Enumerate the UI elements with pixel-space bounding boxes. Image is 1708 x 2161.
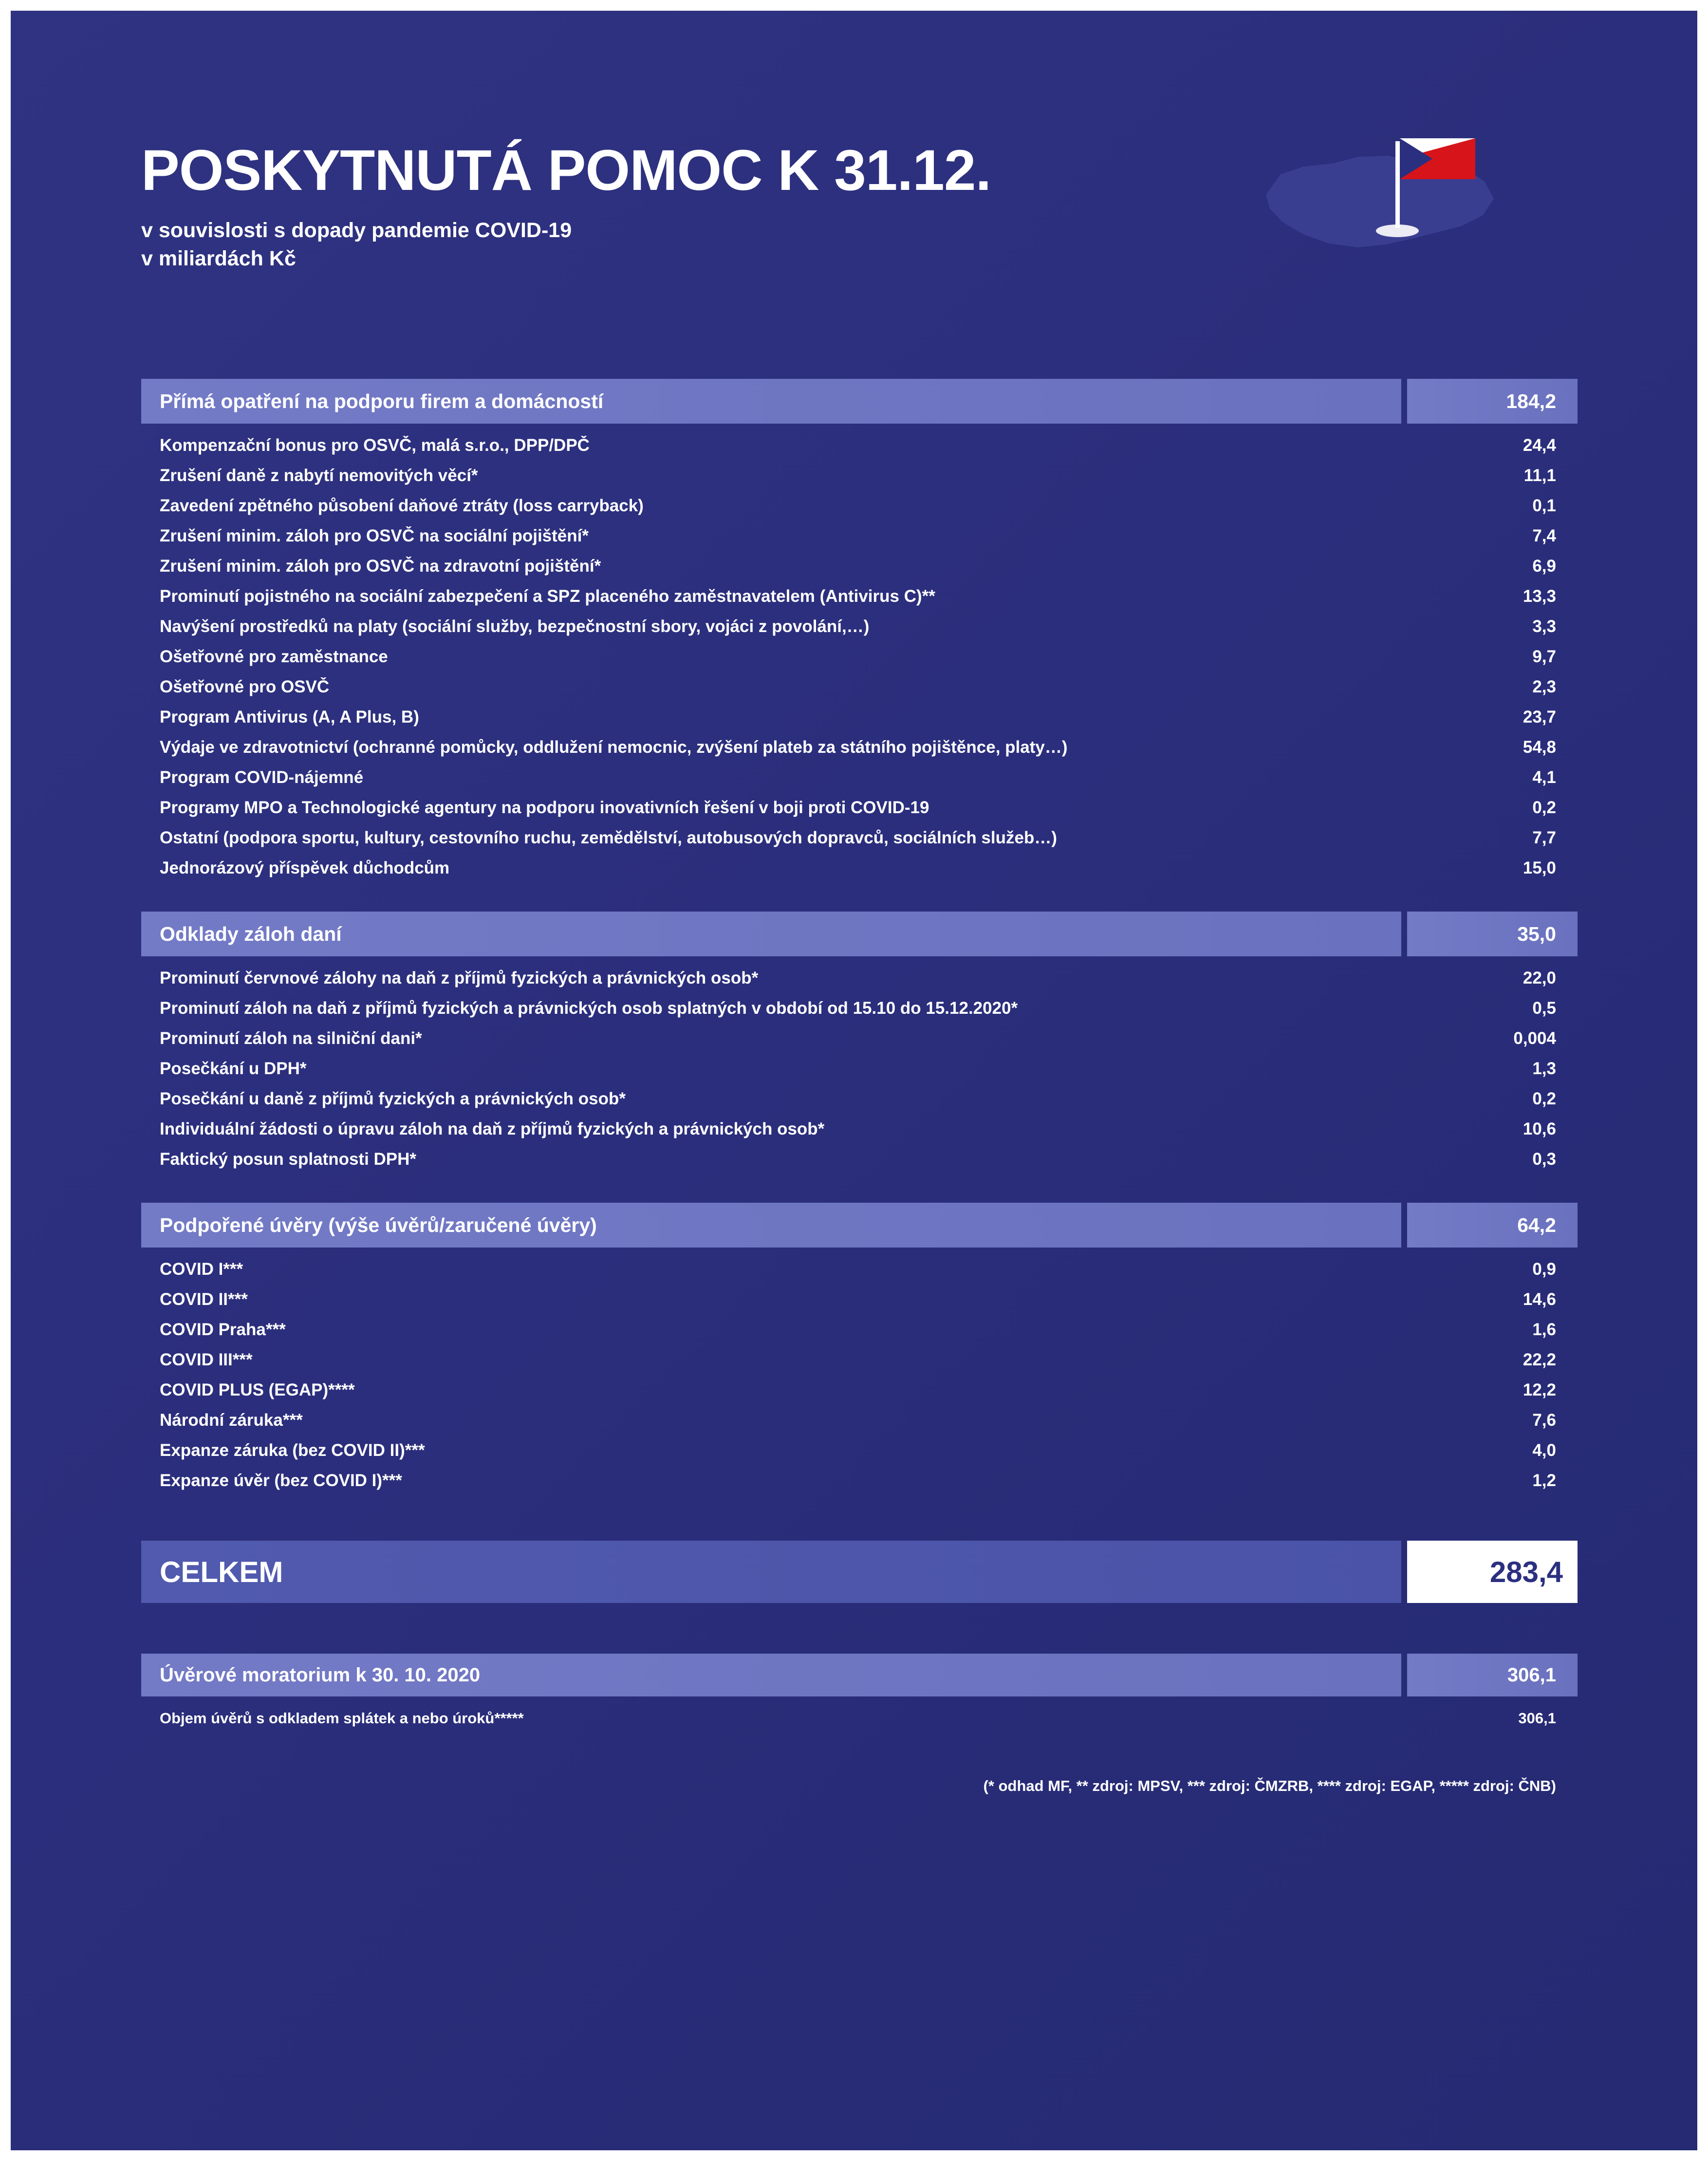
source-footnote: (* odhad MF, ** zdroj: MPSV, *** zdroj: ČMZRB, **** zdroj: EGAP, ***** zdroj: ČNB) [983,1777,1556,1794]
row-value: 2,3 [1532,677,1556,696]
table-row [141,1375,1578,1405]
row-label: Posečkání u DPH* [160,1059,307,1078]
row-value: 12,2 [1522,1380,1556,1399]
row-label: Program COVID-nájemné [160,768,364,787]
table-row [141,1054,1578,1084]
row-label: Program Antivirus (A, A Plus, B) [160,708,419,727]
section-header [141,1654,1578,1696]
table-row [141,853,1578,883]
row-label: Expanze úvěr (bez COVID I)*** [160,1471,402,1490]
section-header [141,1203,1578,1248]
table-row [141,1315,1578,1345]
section-header [141,912,1578,956]
section-loan-moratorium [141,1654,1578,1735]
row-value: 22,2 [1522,1350,1556,1369]
table-row [141,1285,1578,1315]
table-row [141,1084,1578,1114]
row-value: 1,6 [1532,1320,1556,1339]
section-heading-label: Odklady záloh daní [141,912,1401,956]
row-value: 22,0 [1522,969,1556,987]
table-row [141,963,1578,993]
row-label: Faktický posun splatnosti DPH* [160,1150,417,1169]
row-label: Individuální žádosti o úpravu záloh na daň z příjmů fyzických a právnických osob* [160,1119,825,1138]
row-value: 0,004 [1513,1029,1556,1048]
table-row [141,1405,1578,1435]
grand-total-bar [141,1541,1578,1603]
row-label: Prominutí záloh na daň z příjmů fyzických a právnických osob splatných v období od 15.10 do 15.12.2020* [160,999,1018,1018]
table-row [141,581,1578,612]
row-value: 0,1 [1532,496,1556,515]
row-label: Jednorázový příspěvek důchodcům [160,858,450,877]
section-header [141,379,1578,424]
table-row [141,823,1578,853]
table-row [141,702,1578,732]
row-value: 11,1 [1523,466,1556,485]
table-row [141,430,1578,461]
table-row [141,732,1578,763]
row-label: COVID I*** [160,1260,243,1279]
row-value: 7,6 [1532,1411,1556,1430]
section-rows [141,1254,1578,1496]
section-tax-deferrals [141,912,1578,1174]
row-value: 0,3 [1532,1150,1556,1169]
content-container [141,122,1578,1795]
subtitle-line-1: v souvislosti s dopady pandemie COVID-19 [141,219,572,242]
row-label: COVID II*** [160,1290,248,1309]
row-label: Kompenzační bonus pro OSVČ, malá s.r.o., DPP/DPČ [160,436,590,455]
row-value: 4,0 [1532,1441,1556,1460]
table-row [141,763,1578,793]
section-supported-loans [141,1203,1578,1496]
section-primary-measures [141,379,1578,883]
table-row [141,461,1578,491]
table-row [141,1345,1578,1375]
row-label: Ostatní (podpora sportu, kultury, cestovního ruchu, zemědělství, autobusových dopravců, sociálních služeb…) [160,828,1057,847]
table-row [141,642,1578,672]
section-rows [141,963,1578,1174]
row-value: 6,9 [1532,557,1556,576]
table-row [141,551,1578,581]
row-label: Posečkání u daně z příjmů fyzických a právnických osob* [160,1089,626,1108]
row-label: Výdaje ve zdravotnictví (ochranné pomůcky, oddlužení nemocnic, zvýšení plateb za státního pojištěnce, platy…) [160,738,1068,757]
table-row [141,612,1578,642]
section-heading-label: Přímá opatření na podporu firem a domácností [141,379,1401,424]
row-value: 15,0 [1522,858,1556,877]
row-value: 10,6 [1522,1119,1556,1138]
row-label: COVID III*** [160,1350,253,1369]
row-label: Prominutí červnové zálohy na daň z příjmů fyzických a právnických osob* [160,969,759,987]
table-row [141,1024,1578,1054]
section-heading-label: Úvěrové moratorium k 30. 10. 2020 [141,1654,1401,1696]
row-value: 1,3 [1532,1059,1556,1078]
row-label: COVID PLUS (EGAP)**** [160,1380,355,1399]
header [141,122,1578,351]
table-row [141,1435,1578,1466]
row-value: 0,2 [1532,798,1556,817]
row-label: Ošetřovné pro OSVČ [160,677,330,696]
row-label: Prominutí záloh na silniční dani* [160,1029,422,1048]
row-label: Navýšení prostředků na platy (sociální služby, bezpečnostní sbory, vojáci z povolání,…) [160,617,870,636]
row-label: Prominutí pojistného na sociální zabezpečení a SPZ placeného zaměstnavatelem (Antivirus C)** [160,587,935,606]
grand-total-value: 283,4 [1407,1541,1578,1603]
page-title: POSKYTNUTÁ POMOC K 31.12. [141,138,991,203]
table-row [141,1701,1578,1735]
table-row [141,521,1578,551]
row-label: Zrušení minim. záloh pro OSVČ na sociální pojištění* [160,526,589,545]
section-rows [141,430,1578,883]
row-value: 13,3 [1522,587,1556,606]
row-value: 0,2 [1532,1089,1556,1108]
table-row [141,1466,1578,1496]
row-label: Programy MPO a Technologické agentury na podporu inovativních řešení v boji proti COVID-19 [160,798,929,817]
row-value: 1,2 [1532,1471,1556,1490]
czech-flag-on-map-icon [1246,122,1519,282]
row-value: 7,7 [1532,828,1556,847]
row-value: 54,8 [1522,738,1556,757]
section-total-value: 306,1 [1407,1654,1578,1696]
row-value: 0,9 [1532,1260,1556,1279]
row-label: Zrušení minim. záloh pro OSVČ na zdravotní pojištění* [160,557,601,576]
table-row [141,672,1578,702]
row-value: 3,3 [1532,617,1556,636]
row-label: COVID Praha*** [160,1320,286,1339]
row-label: Národní záruka*** [160,1411,303,1430]
grand-total-label: CELKEM [141,1541,1401,1603]
row-value: 306,1 [1518,1710,1556,1727]
row-value: 23,7 [1522,708,1556,727]
sections-container [141,379,1578,1496]
table-row [141,1144,1578,1174]
row-value: 24,4 [1522,436,1556,455]
row-value: 7,4 [1532,526,1556,545]
row-label: Ošetřovné pro zaměstnance [160,647,388,666]
table-row [141,793,1578,823]
table-row [141,993,1578,1024]
subtitle-line-2: v miliardách Kč [141,247,296,271]
section-total-value: 184,2 [1407,379,1578,424]
row-label: Objem úvěrů s odkladem splátek a nebo úroků***** [160,1710,524,1727]
row-value: 14,6 [1522,1290,1556,1309]
section-heading-label: Podpořené úvěry (výše úvěrů/zaručené úvěry) [141,1203,1401,1248]
row-value: 9,7 [1532,647,1556,666]
row-value: 0,5 [1532,999,1556,1018]
row-label: Zrušení daně z nabytí nemovitých věcí* [160,466,478,485]
row-label: Expanze záruka (bez COVID II)*** [160,1441,425,1460]
row-value: 4,1 [1532,768,1556,787]
section-total-value: 64,2 [1407,1203,1578,1248]
table-row [141,491,1578,521]
row-label: Zavedení zpětného působení daňové ztráty (loss carryback) [160,496,644,515]
section-total-value: 35,0 [1407,912,1578,956]
table-row [141,1254,1578,1285]
table-row [141,1114,1578,1144]
